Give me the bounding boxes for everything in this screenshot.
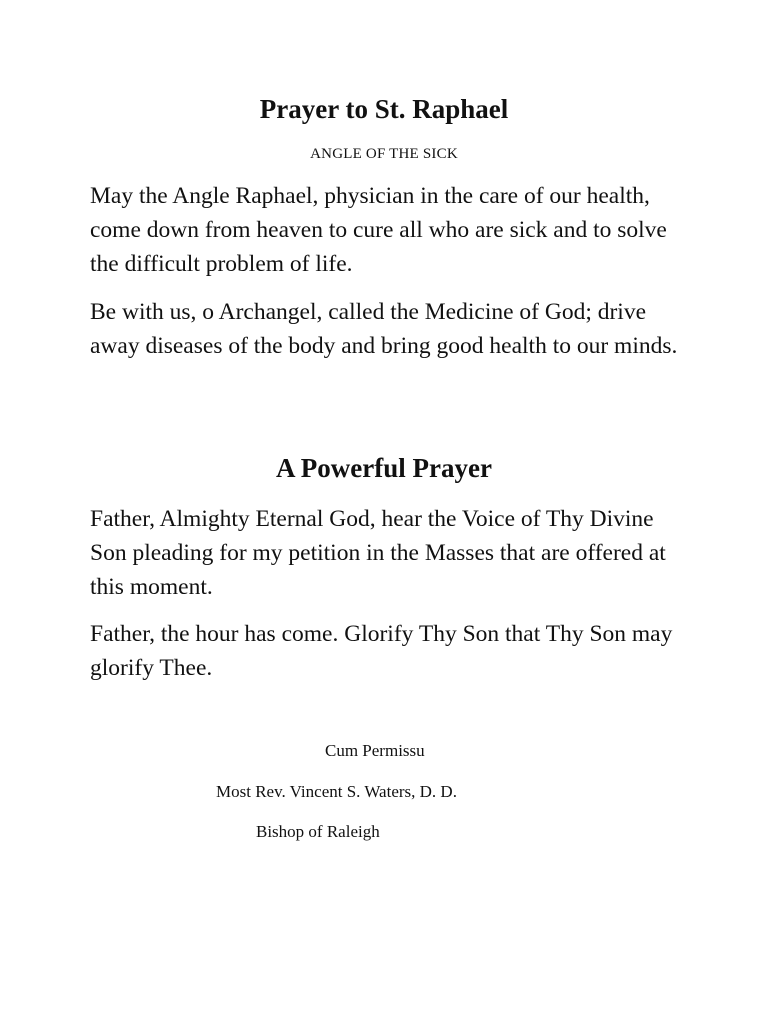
imprimatur-cum-permissu: Cum Permissu — [325, 741, 425, 760]
imprimatur-bishop-title: Bishop of Raleigh — [256, 822, 380, 841]
prayer-title-st-raphael: Prayer to St. Raphael — [259, 94, 509, 124]
prayer-paragraph-3: Father, Almighty Eternal God, hear the Voice of Thy Divine Son pleading for my petition in the Masses that are offered at this moment. — [90, 506, 666, 600]
prayer-paragraph-2: Be with us, o Archangel, called the Medicine of God; drive away diseases of the body and bring good health to our minds. — [90, 299, 678, 359]
prayer-subtitle: ANGLE OF THE SICK — [310, 146, 458, 162]
prayer-title-powerful-prayer: A Powerful Prayer — [276, 453, 492, 483]
prayer-paragraph-4: Father, the hour has come. Glorify Thy Son that Thy Son may glorify Thee. — [90, 621, 673, 681]
prayer-paragraph-1: May the Angle Raphael, physician in the care of our health, come down from heaven to cure all who are sick and to solve the difficult problem of life. — [90, 183, 667, 277]
imprimatur-bishop-name: Most Rev. Vincent S. Waters, D. D. — [216, 782, 457, 801]
